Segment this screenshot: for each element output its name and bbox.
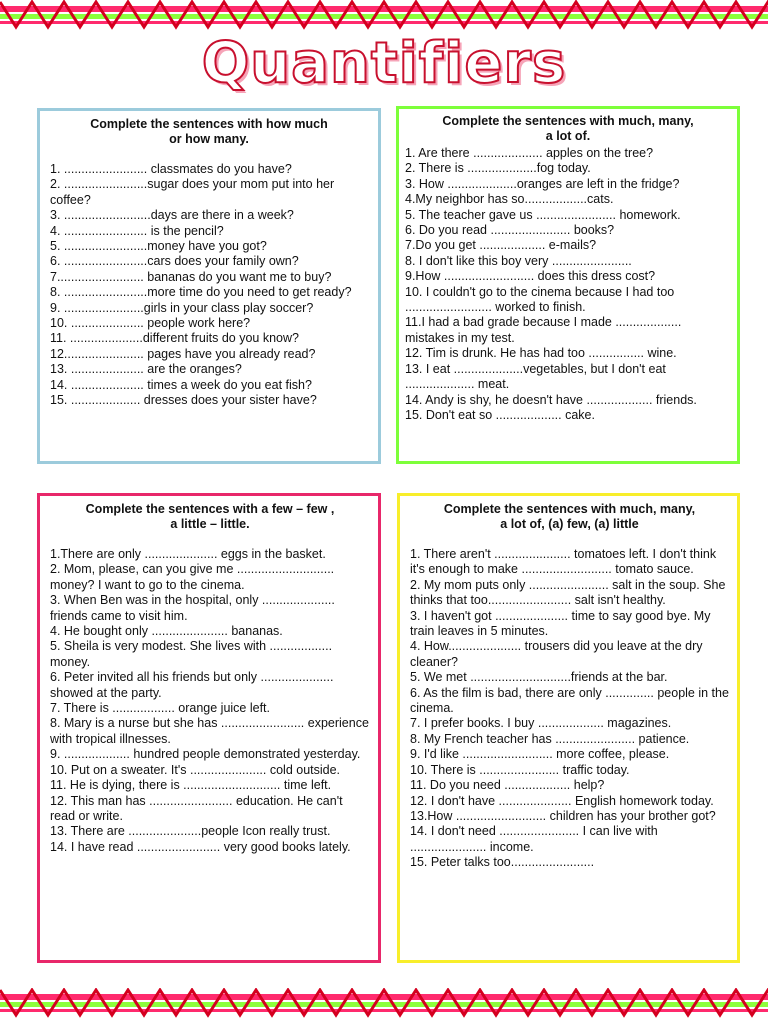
exercise-box-mixed-quantifiers [397,493,740,963]
sentence-list [50,162,368,409]
sentence-item: 7. There is .................. orange juice left. [50,701,271,716]
sentence-item: 4. How..................... trousers did you leave at the dry cleaner? [410,639,703,669]
sentence-item: 6. Peter invited all his friends but only ..................... showed at the party. [50,670,334,700]
sentence-item: 9.How .......................... does this dress cost? [405,269,656,284]
sentence-item: 4. ........................ is the pencil? [50,223,224,238]
instruction-line: Complete the sentences with a few – few , [85,502,335,516]
exercise-instruction [50,502,370,532]
sentence-item: 14. I don't need ....................... I can live with ...................... income. [410,824,658,854]
sentence-item: 6. Do you read ....................... books? [405,223,615,238]
exercise-instruction [50,117,368,147]
exercise-box-much-many-a-lot-of [396,106,740,464]
sentence-item: 9. ................... hundred people demonstrated yesterday. [50,747,361,762]
decorative-border-top [0,0,768,30]
sentence-item: 15. Don't eat so ................... cake. [405,407,595,422]
instruction-line: Complete the sentences with much, many, [443,502,696,516]
sentence-item: 10. ..................... people work here? [50,316,251,331]
sentence-item: 2. ........................sugar does your mom put into her coffee? [50,177,335,207]
sentence-item: 8. Mary is a nurse but she has ........................ experience with tropical illnesses. [50,716,369,746]
sentence-item: 3. When Ben was in the hospital, only ..................... friends came to visit him. [50,593,335,623]
sentence-item: 12. Tim is drunk. He has had too ................ wine. [405,346,677,361]
sentence-item: 2. Mom, please, can you give me ............................ money? I want to go to the cinema. [50,562,335,592]
exercise-instruction [405,114,731,144]
sentence-list [410,547,729,871]
sentence-item: 14. I have read ........................ very good books lately. [50,839,351,854]
instruction-line: or how many. [169,132,249,146]
exercise-box-few-little [37,493,381,963]
sentence-item: 1. There aren't ...................... tomatoes left. I don't think it's enough to make .......................... tomato sauce. [410,547,717,577]
sentence-item: 4. He bought only ...................... bananas. [50,624,283,639]
instruction-line: a little – little. [170,517,250,531]
sentence-item: 1. Are there .................... apples on the tree? [405,146,654,160]
instruction-line: a lot of. [545,129,591,143]
sentence-item: 15. Peter talks too........................ [410,855,595,870]
exercise-box-how-much-how-many [37,108,381,464]
sentence-item: 5. We met .............................friends at the bar. [410,670,668,685]
instruction-line: a lot of, (a) few, (a) little [500,517,639,531]
sentence-item: 13. I eat ....................vegetables, but I don't eat .................... meat. [405,361,666,392]
sentence-item: 9. .......................girls in your class play soccer? [50,300,314,315]
sentence-list [50,547,370,855]
instruction-line: Complete the sentences with much, many, [442,114,694,128]
sentence-item: 8. My French teacher has ....................... patience. [410,731,690,746]
sentence-item: 12. This man has ........................ education. He can't read or write. [50,793,343,823]
sentence-item: 7.Do you get ................... e-mails? [405,238,597,253]
sentence-item: 9. I'd like .......................... more coffee, please. [410,747,670,762]
sentence-item: 7. I prefer books. I buy ................... magazines. [410,716,672,731]
sentence-item: 1.There are only ..................... eggs in the basket. [50,547,326,561]
sentence-item: 3. .........................days are there in a week? [50,208,294,223]
instruction-line: Complete the sentences with how much [90,117,328,131]
sentence-item: 1. ........................ classmates do you have? [50,162,292,176]
sentence-item: 10. There is ....................... traffic today. [410,762,630,777]
sentence-item: 8. I don't like this boy very ....................... [405,253,632,268]
sentence-item: 10. I couldn't go to the cinema because I had too ......................... worked to finish. [405,284,675,315]
sentence-item: 8. ........................more time do you need to get ready? [50,285,352,300]
sentence-item: 2. There is ....................fog today. [405,161,591,176]
sentence-item: 15. .................... dresses does your sister have? [50,393,317,408]
sentence-item: 12. I don't have ..................... English homework today. [410,793,714,808]
sentence-item: 13.How .......................... children has your brother got? [410,808,716,823]
sentence-item: 13. There are .....................people Icon really trust. [50,824,331,839]
sentence-item: 3. How ....................oranges are left in the fridge? [405,176,680,191]
sentence-item: 11. Do you need ................... help? [410,778,605,793]
sentence-item: 5. ........................money have you got? [50,239,267,254]
sentence-item: 2. My mom puts only ....................... salt in the soup. She thinks that too........................ salt isn't healthy. [410,577,726,608]
sentence-item: 12....................... pages have you already read? [50,346,316,361]
sentence-item: 6. As the film is bad, there are only .............. people in the cinema. [410,685,729,716]
sentence-item: 5. Sheila is very modest. She lives with .................. money. [50,639,333,669]
sentence-item: 4.My neighbor has so..................cats. [405,192,614,207]
sentence-item: 3. I haven't got ..................... time to say good bye. My train leaves in 5 minutes. [410,608,711,639]
sentence-item: 6. ........................cars does your family own? [50,254,299,269]
sentence-item: 11. .....................different fruits do you know? [50,331,299,346]
sentence-item: 14. ..................... times a week do you eat fish? [50,377,312,392]
sentence-item: 11.I had a bad grade because I made ................... mistakes in my test. [405,315,682,345]
sentence-item: 13. ..................... are the oranges? [50,362,242,377]
sentence-item: 7......................... bananas do you want me to buy? [50,269,332,284]
exercise-instruction [410,502,729,532]
decorative-border-bottom [0,988,768,1018]
sentence-item: 5. The teacher gave us ....................... homework. [405,207,681,222]
page-title: Quantifiers [201,31,567,96]
sentence-item: 14. Andy is shy, he doesn't have ................... friends. [405,392,697,407]
sentence-item: 10. Put on a sweater. It's ...................... cold outside. [50,762,341,777]
sentence-list [405,146,731,423]
sentence-item: 11. He is dying, there is ............................ time left. [50,778,332,793]
